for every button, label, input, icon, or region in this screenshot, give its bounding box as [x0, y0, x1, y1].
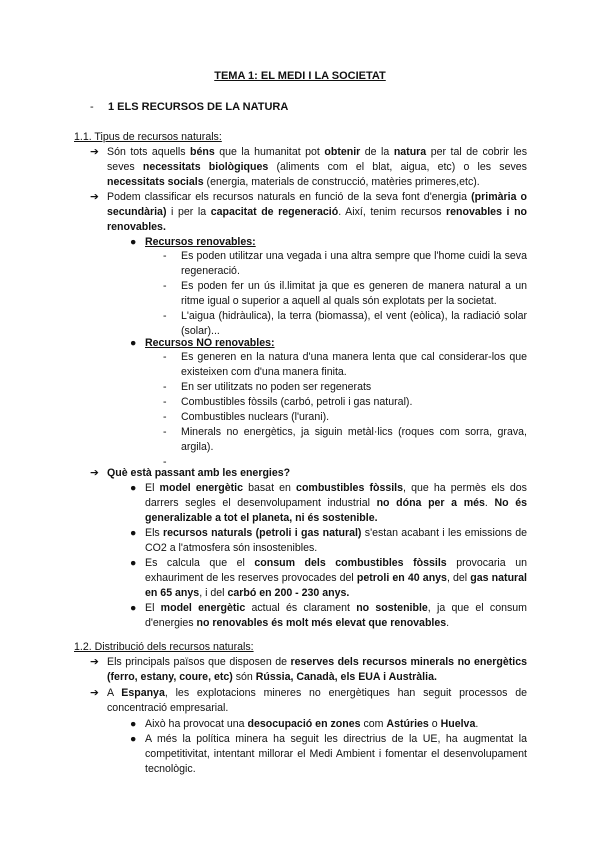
subsection-title-1-2: 1.2. Distribució dels recursos naturals: [74, 641, 254, 653]
list-item: ● Es calcula que el consum dels combustibles fòssils provocaria un exhauriment de les reserves provocades del petroli en 40 anys, del gas natural en 65 anys, i del carbó en 200 - 230 anys. [130, 557, 527, 599]
list-energies [130, 481, 527, 631]
subsection-title-1-1: 1.1. Tipus de recursos naturals: [74, 131, 222, 143]
bullet-icon: ● [130, 482, 137, 494]
paragraph-text: Són tots aquells béns que la humanitat pot obtenir de la natura per tal de cobrir les seves necessitats biològiques (aliments com el blat, aigua, etc) o les seves necessitats socials (energia, materials de construcció, matèries primeres,etc). [107, 146, 527, 188]
list-item: ● El model energètic actual és clarament no sostenible, ja que el consum d'energies no renovables és molt més elevat que renovables. [130, 602, 527, 629]
heading-text: 1 ELS RECURSOS DE LA NATURA [108, 101, 289, 113]
label-no-renovables: Recursos NO renovables: [145, 337, 275, 349]
bullet-icon: ● [130, 527, 137, 539]
question-text: Què està passant amb les energies? [107, 467, 291, 479]
section-heading [90, 101, 288, 113]
list-item: ● Això ha provocat una desocupació en zones com Astúries o Huelva. [130, 718, 479, 730]
arrow-icon: ➔ [90, 467, 99, 479]
dash-icon: - [163, 381, 167, 393]
paragraph-paisos: ➔ Els principals països que disposen de reserves dels recursos minerals no energètics (ferro, estany, coure, etc) són Rússia, Canadà, els EUA i Austràlia. [90, 656, 527, 683]
bullet-renovables [130, 235, 527, 250]
bullet-icon: ● [130, 718, 137, 730]
list-item: - Combustibles nuclears (l'urani). [163, 411, 330, 423]
arrow-icon: ➔ [90, 687, 99, 699]
list-item: ● A més la política minera ha seguit les directrius de la UE, ha augmentat la competitivitat, intentant millorar el Medi Ambient i fomentar el desenvolupament tecnològic. [130, 733, 527, 775]
list-item: - Minerals no energètics, ja siguin metàl·lics (roques com sorra, grava, argila). [163, 426, 527, 453]
paragraph-espanya: ➔ A Espanya, les explotacions mineres no energètiques han seguit processos de concentració empresarial. [90, 687, 527, 714]
arrow-icon: ➔ [90, 191, 99, 203]
bullet-icon: ● [130, 733, 137, 745]
paragraph-definicio [90, 145, 527, 190]
list-no-renovables [163, 350, 527, 470]
list-item: - L'aigua (hidràulica), la terra (biomassa), el vent (eòlica), la radiació solar (solar)... [163, 310, 527, 337]
heading-dash: - [90, 101, 94, 113]
arrow-icon: ➔ [90, 146, 99, 158]
dash-icon: - [163, 280, 167, 292]
dash-icon: - [163, 250, 167, 262]
bullet-icon: ● [130, 557, 137, 569]
list-item: ● Els recursos naturals (petroli i gas natural) s'estan acabant i les emissions de CO2 a l'atmosfera són insostenibles. [130, 527, 527, 554]
dash-icon: - [163, 456, 167, 468]
bullet-icon: ● [130, 236, 137, 248]
arrow-icon: ➔ [90, 656, 99, 668]
label-renovables: Recursos renovables: [145, 236, 256, 248]
list-renovables [163, 249, 527, 339]
bullet-icon: ● [130, 337, 137, 349]
dash-icon: - [163, 396, 167, 408]
dash-icon: - [163, 411, 167, 423]
list-item: - Es generen en la natura d'una manera lenta que cal considerar-los que existeixen com d'una manera finita. [163, 351, 527, 378]
list-item: - Combustibles fòssils (carbó, petroli i gas natural). [163, 396, 413, 408]
bullet-icon: ● [130, 602, 137, 614]
bullet-no-renovables [130, 336, 527, 351]
paragraph-text: Podem classificar els recursos naturals en funció de la seva font d'energia (primària o secundària) i per la capacitat de regeneració. Així, tenim recursos renovables i no renovables. [107, 191, 528, 233]
list-item: - En ser utilitzats no poden ser regenerats [163, 381, 372, 393]
dash-icon: - [163, 310, 167, 322]
dash-icon: - [163, 351, 167, 363]
paragraph-classificacio [90, 190, 527, 235]
list-espanya [130, 717, 527, 777]
document-title: TEMA 1: EL MEDI I LA SOCIETAT [214, 70, 386, 82]
list-item: - Es poden fer un ús il.limitat ja que es generen de manera natural a un ritme igual o superior a aquell al quals són explotats per la societat. [163, 280, 527, 307]
list-item: - Es poden utilitzar una vegada i una altra sempre que l'home cuidi la seva regeneració. [163, 250, 527, 277]
paragraph-energies-question [90, 466, 527, 481]
list-item: ● El model energètic basat en combustibles fòssils, que ha permès els dos darrers segles el desenvolupament industrial no dóna per a més. No és generalizable a tot el planeta, ni és sostenible. [130, 482, 528, 524]
dash-icon: - [163, 426, 167, 438]
